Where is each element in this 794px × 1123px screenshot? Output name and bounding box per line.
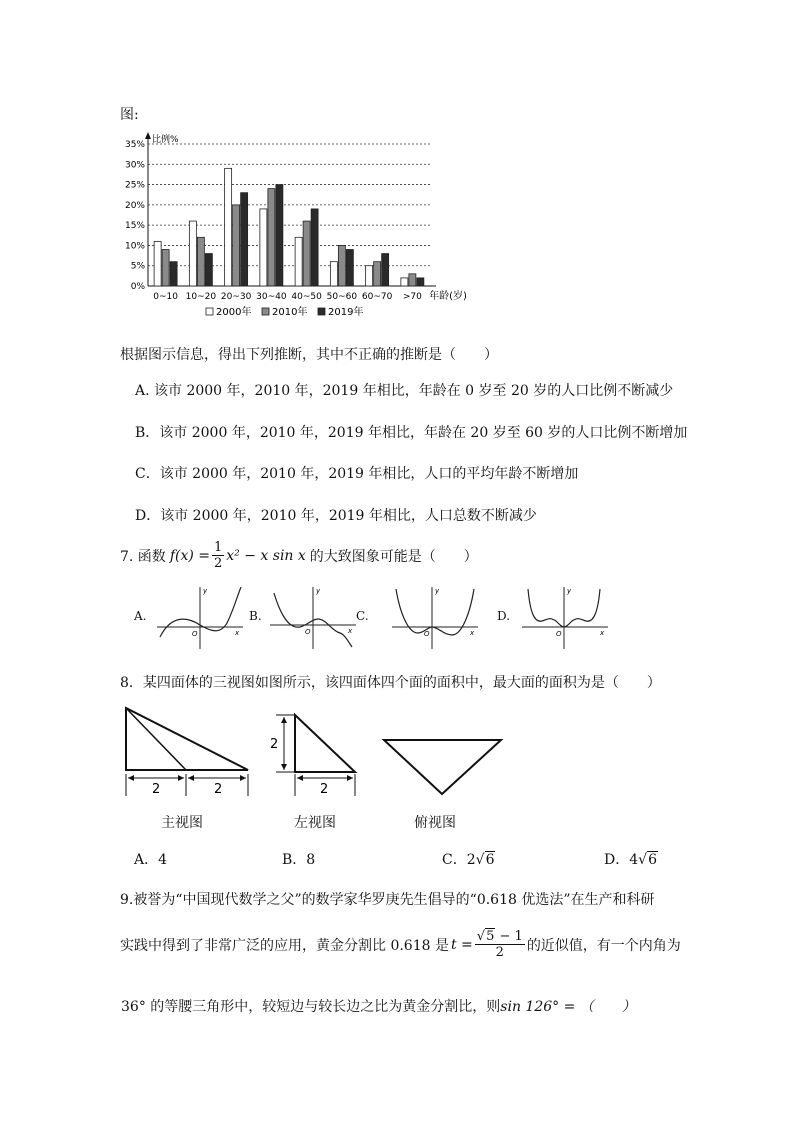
q8-option-d-label: D． <box>604 852 630 868</box>
bar-2000年 <box>225 168 232 286</box>
y-tick-label: 0% <box>130 282 145 292</box>
bar-2010年 <box>233 205 240 286</box>
y-label: y <box>435 587 440 595</box>
q8-option-a <box>134 849 167 869</box>
y-tick-label: 35% <box>124 140 145 150</box>
q9-sin-expr: sin 126° = （ ） <box>500 999 636 1015</box>
view-label-side: 左视图 <box>294 815 336 831</box>
x-label: x <box>600 629 605 637</box>
q9-frac-den: 2 <box>495 945 504 960</box>
arrow <box>347 775 353 781</box>
y-axis-arrow <box>145 132 151 139</box>
q7-func-rest: x² − x sin x <box>226 547 306 564</box>
bar-2010年 <box>162 249 169 286</box>
side-triangle <box>295 715 355 772</box>
x-axis-label: 年龄(岁) <box>429 291 467 302</box>
front-dim-label-2: 2 <box>214 782 223 797</box>
y-tick-label: 30% <box>124 160 145 171</box>
q7-func-name: f(x) = <box>169 547 210 564</box>
q6-option-b: B．该市 2000 年，2010 年，2019 年相比，年龄在 20 岁至 60 岁的人口比例不断增加 <box>135 425 688 441</box>
sqrt-sign: √ <box>476 929 486 944</box>
y-label: y <box>316 587 321 595</box>
q8-option-c-coef: 2 <box>466 852 476 868</box>
arrow <box>128 775 134 781</box>
bar-2010年 <box>303 221 310 286</box>
side-dim-label-h: 2 <box>320 782 329 797</box>
q7-option-d-label: D. <box>497 609 511 623</box>
q9-num-radicand: 5 <box>486 929 495 944</box>
bar-2000年 <box>366 266 373 286</box>
arrow <box>281 764 287 770</box>
q7-graph-a <box>155 583 245 653</box>
x-tick-label: 50~60 <box>326 292 358 302</box>
origin-label: O <box>556 630 562 638</box>
front-dim-label-1: 2 <box>152 782 161 797</box>
q8-option-a-label: A． <box>134 852 159 868</box>
x-label: x <box>235 629 240 637</box>
y-tick-label: 20% <box>124 200 145 211</box>
arrow <box>297 775 303 781</box>
q9-line2 <box>120 930 681 959</box>
x-tick-label: 0~10 <box>153 292 178 302</box>
y-tick-label: 25% <box>124 180 145 191</box>
x-tick-label: 60~70 <box>361 292 393 302</box>
q7-frac-num: 1 <box>214 540 223 555</box>
q8-option-d-radicand: 6 <box>648 852 657 868</box>
bar-2019年 <box>205 254 212 286</box>
bar-2000年 <box>260 209 267 286</box>
q8-stem: 8．某四面体的三视图如图所示，该四面体四个面的面积中，最大面的面积为是（ ） <box>120 675 661 691</box>
bar-2010年 <box>374 262 381 286</box>
q9-t-eq: t = <box>450 936 473 953</box>
q9-frac-num <box>475 930 525 945</box>
y-tick-label: 10% <box>124 241 145 252</box>
q9-line3-text: 的等腰三角形中，较短边与较长边之比为黄金分割比，则 <box>145 999 501 1015</box>
bar-2000年 <box>295 237 302 286</box>
top-view-triangle <box>384 740 501 794</box>
legend-swatch <box>262 308 269 315</box>
front-inner-edge <box>126 708 186 770</box>
q7-graph-c <box>390 583 480 653</box>
q9-line3 <box>121 996 636 1016</box>
origin-label: O <box>305 628 311 636</box>
origin-label: O <box>424 630 430 638</box>
y-tick-label: 15% <box>124 221 145 232</box>
legend-label: 2010年 <box>272 307 308 318</box>
side-view <box>270 715 355 797</box>
q8-option-b: B．8 <box>282 852 316 868</box>
q6-option-a: A. 该市 2000 年，2010 年，2019 年相比，年龄在 0 岁至 20 岁的人口比例不断减少 <box>135 383 674 399</box>
q7-option-a-label: A. <box>134 609 147 623</box>
legend-label: 2019年 <box>328 307 364 318</box>
q8-option-c <box>442 849 495 869</box>
x-tick-label: 20~30 <box>220 292 252 302</box>
q7-suffix: 的大致图象可能是（ ） <box>309 548 478 565</box>
front-outer-triangle <box>126 708 248 770</box>
q6-stem: 根据图示信息，得出下列推断，其中不正确的推断是（ ） <box>120 347 498 363</box>
q7-frac-den: 2 <box>214 556 223 571</box>
origin-label: O <box>192 630 198 638</box>
sqrt-sign: √ <box>475 852 485 868</box>
legend-swatch <box>318 308 325 315</box>
q8-three-views <box>118 700 518 805</box>
bar-2000年 <box>401 278 408 286</box>
q8-option-d-coef: 4 <box>629 852 639 868</box>
q8-option-c-label: C． <box>442 852 467 868</box>
y-tick-label: 5% <box>130 261 145 272</box>
y-axis-label: 比例% <box>152 135 179 145</box>
y-label: y <box>567 587 572 595</box>
intro-label: 图: <box>120 107 139 123</box>
x-tick-label: >70 <box>402 292 422 302</box>
view-label-front: 主视图 <box>161 815 203 831</box>
x-label: x <box>470 629 475 637</box>
bar-2000年 <box>330 262 337 286</box>
bar-2019年 <box>241 193 248 286</box>
q8-option-a-value: 4 <box>158 852 168 868</box>
bar-2010年 <box>268 189 275 286</box>
front-view <box>126 708 248 797</box>
bar-2010年 <box>409 274 416 286</box>
q9-num-rest: − 1 <box>495 929 523 944</box>
bar-2019年 <box>382 254 389 286</box>
q7-stem <box>120 541 478 570</box>
arrow <box>178 775 184 781</box>
x-label: x <box>348 627 353 635</box>
x-tick-label: 40~50 <box>291 292 322 302</box>
q7-prefix: 7. 函数 <box>120 548 166 565</box>
bar-2010年 <box>197 237 204 286</box>
arrow <box>188 775 194 781</box>
bar-2019年 <box>417 278 424 286</box>
x-tick-label: 30~40 <box>256 292 287 302</box>
y-label: y <box>203 587 208 595</box>
bar-2019年 <box>276 185 283 286</box>
q9-angle: 36° <box>121 999 146 1015</box>
age-bar-chart <box>118 128 488 334</box>
q6-option-d: D．该市 2000 年，2010 年，2019 年相比，人口总数不断减少 <box>135 508 537 524</box>
curve <box>396 589 474 635</box>
bar-2010年 <box>338 245 345 286</box>
q6-option-c: C．该市 2000 年，2010 年，2019 年相比，人口的平均年龄不断增加 <box>135 466 579 482</box>
q7-graph-b <box>268 583 358 653</box>
bar-2019年 <box>170 262 177 286</box>
legend-swatch <box>206 308 213 315</box>
arrow <box>281 717 287 723</box>
q8-option-d <box>604 849 658 869</box>
q7-graph-d <box>520 583 610 653</box>
legend-label: 2000年 <box>216 307 252 318</box>
side-dim-label-v: 2 <box>270 737 279 752</box>
bar-2000年 <box>154 241 161 286</box>
q7-option-b-label: B. <box>249 609 262 623</box>
q9-fraction <box>475 930 525 959</box>
sqrt-sign: √ <box>638 852 648 868</box>
bar-2019年 <box>346 249 353 286</box>
view-label-top: 俯视图 <box>414 815 456 831</box>
q7-option-c-label: C. <box>356 609 369 623</box>
q9-line2-text-b: 的近似值，有一个内角为 <box>526 937 681 954</box>
bar-2019年 <box>311 209 318 286</box>
q9-line1: 9.被誉为“中国现代数学之父”的数学家华罗庚先生倡导的“0.618 优选法”在生产和科研 <box>120 892 655 908</box>
q7-fraction <box>212 541 224 570</box>
x-tick-label: 10~20 <box>185 292 217 302</box>
bar-2000年 <box>189 221 196 286</box>
q8-option-c-radicand: 6 <box>485 852 495 868</box>
arrow <box>240 775 246 781</box>
q9-line2-text-a: 实践中得到了非常广泛的应用，黄金分割比 0.618 是 <box>120 937 449 954</box>
